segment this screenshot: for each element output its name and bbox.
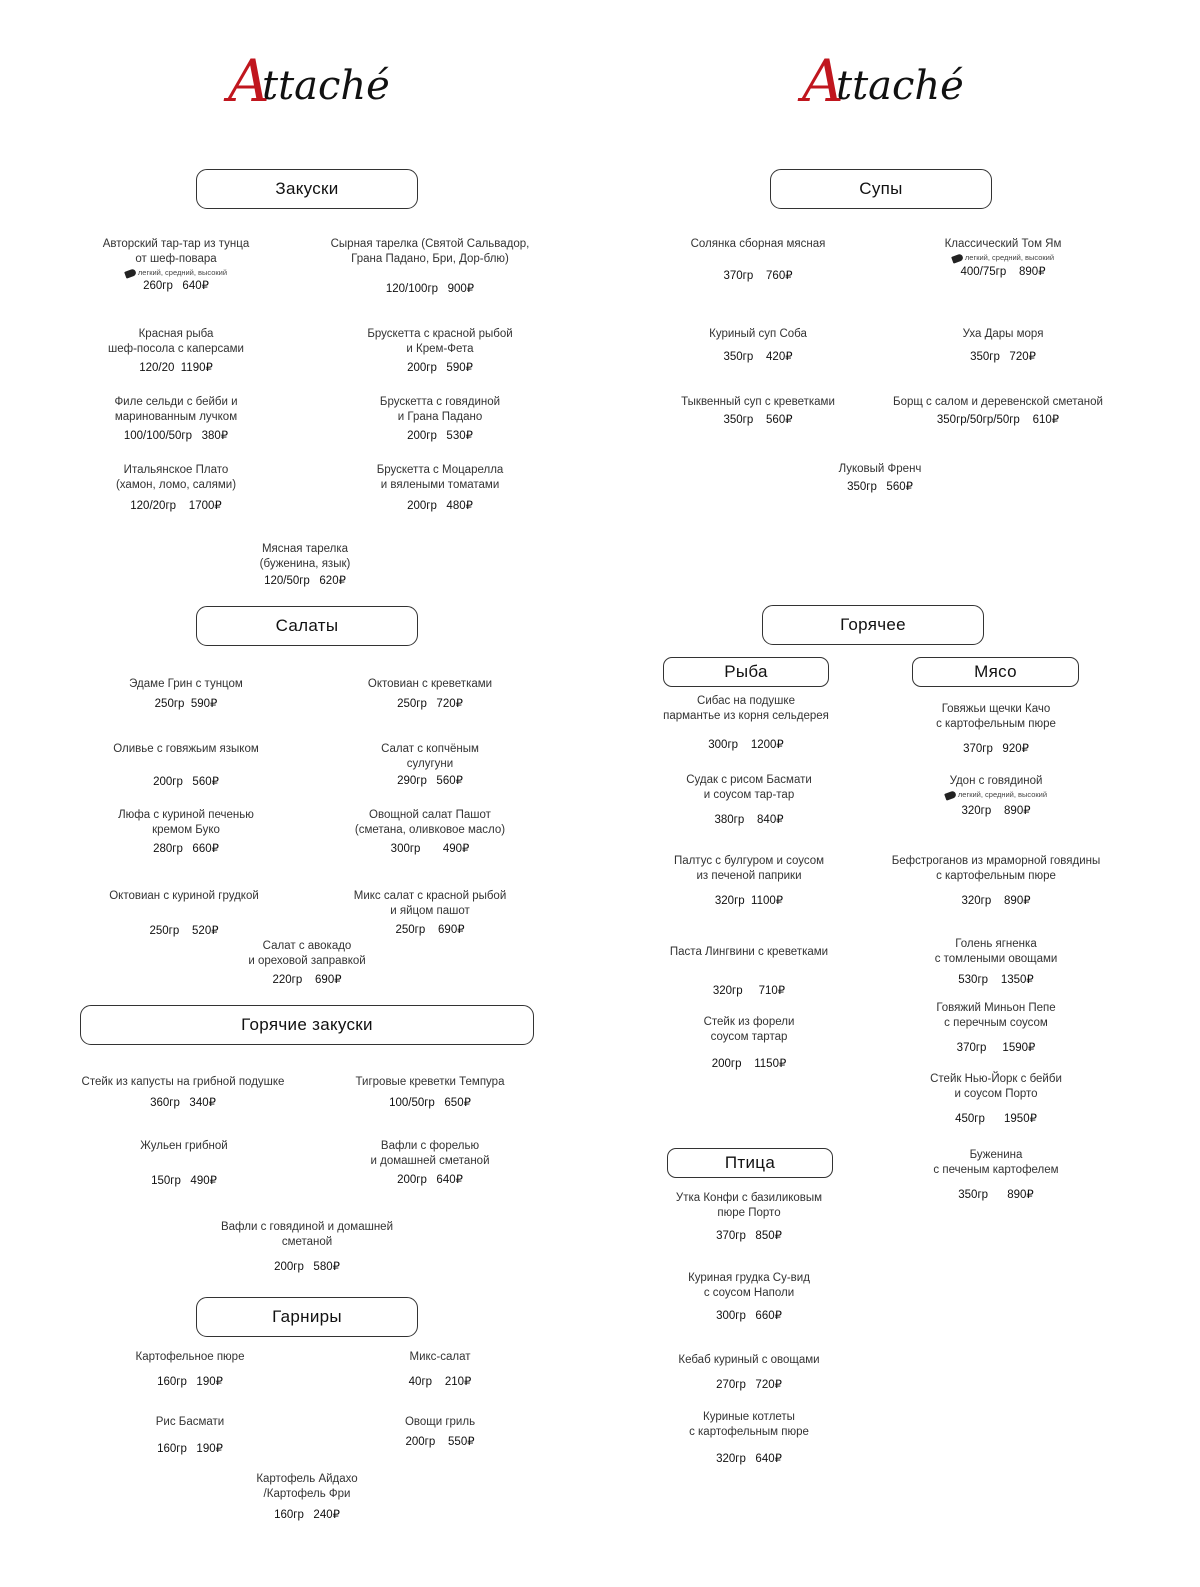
menu-item: Рис Басмати 160гр 190₽ (155, 1416, 225, 1455)
menu-item: Палтус с булгуром и соусом из печеной паприки 320гр 1100₽ (673, 855, 825, 907)
spicy-indicator: легкий, средний, высокий (903, 252, 1103, 263)
menu-item: Тигровые креветки Темпура 100/50гр 650₽ (355, 1076, 505, 1109)
menu-item: Картофельное пюре 160гр 190₽ (135, 1351, 245, 1388)
menu-item: Классический Том Ям легкий, средний, высокий 400/75гр 890₽ (903, 237, 1103, 280)
menu-item: Голень ягненка с томлеными овощами 530гр 1350₽ (934, 938, 1058, 986)
menu-item: Куриные котлеты с картофельным пюре 320гр 640₽ (689, 1411, 809, 1465)
brand-logo-right (764, 55, 1004, 115)
menu-item: Стейк из форели соусом тартар 200гр 1150₽ (703, 1016, 795, 1070)
menu-item: Стейк из капусты на грибной подушке 360гр 340₽ (81, 1076, 285, 1109)
menu-item: Итальянское Плато (хамон, ломо, салями) 120/20гр 1700₽ (115, 464, 237, 512)
section-header-goryachie-zakuski: Горячие закуски (80, 1005, 534, 1045)
menu-item: Микс салат с красной рыбой и яйцом пашот 250гр 690₽ (353, 890, 507, 936)
menu-item: Утка Конфи с базиликовым пюре Порто 370гр 850₽ (675, 1192, 823, 1242)
menu-item: Филе сельди с бейби и маринованным лучком 100/100/50гр 380₽ (114, 396, 238, 442)
menu-item: Сырная тарелка (Святой Сальвадор, Грана Падано, Бри, Дор-блю) 120/100гр 900₽ (330, 238, 530, 295)
svg-text:A: A (228, 55, 270, 115)
menu-item: Овощной салат Пашот (сметана, оливковое масло) 300гр 490₽ (354, 809, 506, 855)
menu-item: Люфа с куриной печенью кремом Буко 280гр 660₽ (118, 809, 254, 855)
menu-item: Оливье с говяжьим языком 200гр 560₽ (113, 743, 259, 788)
subsection-header-ptica: Птица (667, 1148, 833, 1178)
menu-item: Салат с авокадо и ореховой заправкой 220гр 690₽ (248, 940, 366, 986)
menu-item: Брускетта с говядиной и Грана Падано 200гр 530₽ (379, 396, 501, 442)
menu-item: Уха Дары моря 350гр 720₽ (962, 328, 1044, 363)
brand-logo-text: ttaché (262, 63, 390, 109)
subsection-header-ryba: Рыба (663, 657, 829, 687)
menu-item: Октовиан с куриной грудкой 250гр 520₽ (109, 890, 259, 937)
menu-item: Вафли с говядиной и домашней сметаной 200гр 580₽ (220, 1221, 394, 1273)
menu-item: Вафли с форелью и домашней сметаной 200гр 640₽ (370, 1140, 490, 1186)
menu-item: Сибас на подушке пармантье из корня сельдерея 300гр 1200₽ (663, 695, 829, 751)
menu-item: Солянка сборная мясная 370гр 760₽ (690, 238, 826, 282)
chili-icon (124, 268, 137, 278)
menu-item: Микс-салат 40гр 210₽ (408, 1351, 472, 1388)
brand-logo-left (190, 55, 430, 115)
section-header-goryachee: Горячее (762, 605, 984, 645)
section-header-zakuski: Закуски (196, 169, 418, 209)
menu-item: Брускетта с Моцарелла и вялеными томатами 200гр 480₽ (376, 464, 504, 512)
svg-text:ttaché: ttaché (836, 63, 964, 109)
chili-icon (951, 253, 964, 263)
spicy-indicator: легкий, средний, высокий (76, 267, 276, 278)
menu-item: Куриная грудка Су-вид с соусом Наполи 300гр 660₽ (688, 1272, 810, 1322)
menu-item: Буженина с печеным картофелем 350гр 890₽ (933, 1149, 1059, 1201)
menu-item: Стейк Нью-Йорк с бейби и соусом Порто 450гр 1950₽ (930, 1073, 1062, 1125)
menu-item: Брускетта с красной рыбой и Крем-Фета 200гр 590₽ (367, 328, 513, 374)
menu-item: Борщ с салом и деревенской сметаной 350гр/50гр/50гр 610₽ (893, 396, 1103, 426)
menu-item: Удон с говядиной легкий, средний, высокий 320гр 890₽ (896, 774, 1096, 819)
menu-item: Октовиан с креветками 250гр 720₽ (367, 678, 493, 710)
menu-item: Красная рыба шеф-посола с каперсами 120/20 1190₽ (108, 328, 244, 374)
menu-item: Овощи гриль 200гр 550₽ (404, 1416, 476, 1448)
menu-item: Говяжий Миньон Пепе с перечным соусом 370гр 1590₽ (936, 1002, 1056, 1054)
menu-item: Авторский тар-тар из тунца от шеф-повара легкий, средний, высокий 260гр 640₽ (76, 237, 276, 294)
menu-item: Жульен грибной 150гр 490₽ (140, 1140, 228, 1187)
menu-item: Говяжьи щечки Качо с картофельным пюре 370гр 920₽ (936, 703, 1056, 755)
svg-text:A: A (802, 55, 844, 115)
menu-item: Кебаб куриный с овощами 270гр 720₽ (678, 1354, 820, 1391)
menu-item: Салат с копчёным сулугуни 290гр 560₽ (381, 743, 479, 787)
section-header-supy: Супы (770, 169, 992, 209)
menu-item: Луковый Френч 350гр 560₽ (838, 463, 922, 493)
section-header-garniry: Гарниры (196, 1297, 418, 1337)
menu-item: Судак с рисом Басмати и соусом тар-тар 380гр 840₽ (686, 774, 812, 826)
section-header-salaty: Салаты (196, 606, 418, 646)
menu-item: Тыквенный суп с креветками 350гр 560₽ (681, 396, 835, 426)
spicy-indicator: легкий, средний, высокий (896, 789, 1096, 800)
chili-icon (944, 790, 957, 800)
menu-item: Мясная тарелка (буженина, язык) 120/50гр 620₽ (259, 543, 351, 587)
menu-item: Эдаме Грин с тунцом 250гр 590₽ (129, 678, 243, 710)
subsection-header-myaso: Мясо (912, 657, 1079, 687)
menu-item: Картофель Айдахо /Картофель Фри 160гр 240₽ (256, 1473, 358, 1521)
menu-item: Паста Лингвини с креветками 320гр 710₽ (669, 946, 829, 997)
menu-item: Куриный суп Соба 350гр 420₽ (709, 328, 807, 363)
menu-item: Бефстроганов из мраморной говядины с картофельным пюре 320гр 890₽ (891, 855, 1101, 907)
